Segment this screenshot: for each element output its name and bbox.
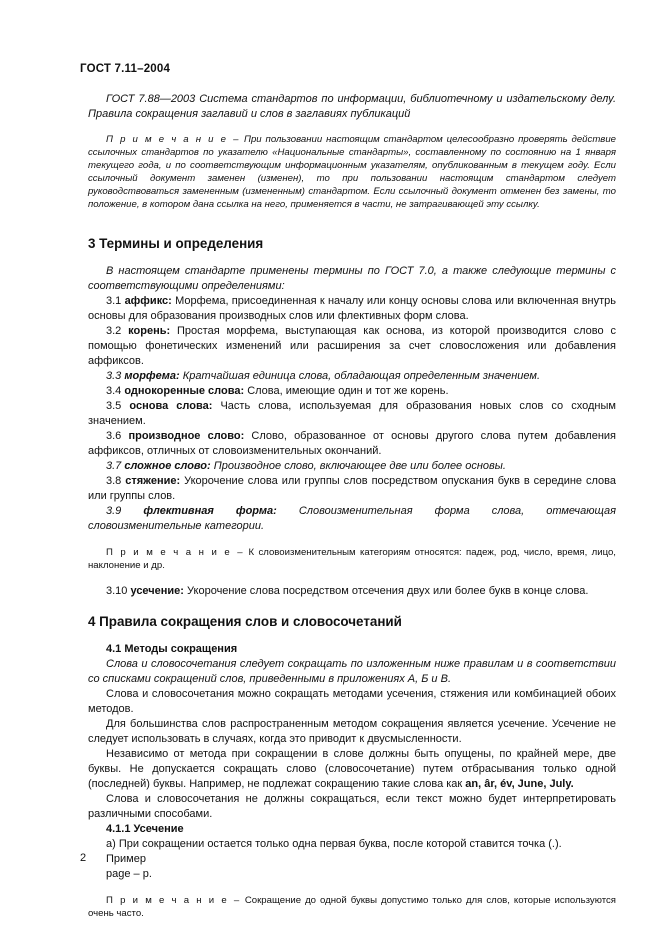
page-number: 2	[80, 852, 87, 864]
term-compound-word	[88, 459, 616, 474]
subsection-4-1-heading: 4.1 Методы сокращения	[106, 643, 238, 655]
section-3-heading: 3 Термины и определения	[88, 236, 264, 251]
note-references	[88, 133, 616, 211]
term-definition: Часть слова, используемая для образования новых слов со сходным значением.	[88, 400, 616, 427]
term-cognate-words	[88, 384, 616, 399]
term-affix	[88, 294, 616, 324]
term-name: сложное слово:	[124, 460, 211, 472]
term-number: 3.1	[106, 295, 125, 307]
term-name: морфема:	[124, 370, 180, 382]
note-label: П р и м е ч а н и е –	[106, 134, 241, 145]
paragraph-text: Независимо от метода при сокращении в слове должны быть опущены, по крайней мере, две буквы. Не допускается сокращать слово (словосочетание) путем отбрасывания только одной (последней) буквы. Например, не подлежат сокращению такие слова как	[88, 748, 616, 790]
section-3-intro: В настоящем стандарте применены термины по ГОСТ 7.0, а также следующие термины с соответствующими определениями:	[88, 265, 616, 292]
term-definition: Кратчайшая единица слова, обладающая определенным значением.	[179, 370, 540, 382]
term-definition: Производное слово, включающее две или более основы.	[210, 460, 506, 472]
term-number: 3.7	[106, 460, 125, 472]
note-text: К словоизменительным категориям относятся: падеж, род, число, время, лицо, наклонение и др.	[88, 547, 616, 571]
term-number: 3.3	[106, 370, 125, 382]
term-number: 3.10	[106, 585, 131, 597]
paragraph-4-1-truncation: Для большинства слов распространенным методом сокращения является усечение. Усечение не следует использовать в случаях, когда это приводит к двусмысленности.	[88, 718, 616, 745]
term-number: 3.8	[106, 475, 126, 487]
term-definition: Морфема, присоединенная к началу или концу основы слова или включенная внутрь основы для образования производных слов или флективных форм слова.	[88, 295, 616, 322]
note-text: Сокращение до одной буквы допустимо только для слов, которые используются очень часто.	[88, 895, 616, 919]
term-derived-word	[88, 429, 616, 459]
term-number: 3.4	[106, 385, 125, 397]
subsection-4-1-1-heading: 4.1.1 Усечение	[106, 823, 184, 835]
term-number: 3.2	[106, 325, 129, 337]
term-name: однокоренные слова:	[124, 385, 245, 397]
term-name: производное слово:	[128, 430, 245, 442]
document-header: ГОСТ 7.11–2004	[80, 63, 171, 75]
term-name: корень:	[128, 325, 171, 337]
paragraph-4-1-two-letters	[88, 747, 616, 792]
term-number: 3.5	[106, 400, 130, 412]
term-definition: Словоизменительная форма слова, отмечающая словоизменительные категории.	[88, 505, 616, 532]
term-definition: Слова, имеющие один и тот же корень.	[244, 385, 449, 397]
note-label: П р и м е ч а н и е –	[106, 895, 241, 906]
term-truncation	[88, 584, 616, 599]
term-number: 3.9	[106, 505, 144, 517]
term-name: стяжение:	[125, 475, 181, 487]
term-name: флективная форма:	[143, 505, 277, 517]
page-content	[88, 92, 616, 920]
term-morpheme	[88, 369, 616, 384]
note-text: При пользовании настоящим стандартом целесообразно проверять действие ссылочных стандартов по указателю «Национальные стандарты», составленному по состоянию на 1 января текущего года, и по соответствующим информационным указателям, опубликованным в текущем году. Если ссылочный документ заменен (изменен), то при пользовании настоящим стандартом следует руководствоваться замененным (измененным) стандартом. Если ссылочный документ отменен без замены, то положение, в котором дана ссылка на него, применяется в части, не затрагивающей эту ссылку.	[88, 134, 616, 210]
list-item-a: а) При сокращении остается только одна первая буква, после которой ставится точка (.).	[106, 838, 562, 850]
example-label: Пример	[106, 853, 146, 865]
paragraph-4-1-methods: Слова и словосочетания можно сокращать методами усечения, стяжения или комбинацией обоих методов.	[88, 688, 616, 715]
term-definition: Укорочение слова посредством отсечения двух или более букв в конце слова.	[183, 585, 589, 597]
note-label: П р и м е ч а н и е –	[106, 547, 245, 558]
term-name: аффикс:	[124, 295, 172, 307]
term-contraction	[88, 474, 616, 504]
example-words: an, âr, év, June, July.	[465, 778, 574, 790]
paragraph-4-1-lists: Слова и словосочетания следует сокращать по изложенным ниже правилам и в соответствии со списками сокращений слов, приведенными в приложениях А, Б и В.	[88, 658, 616, 685]
note-single-letter	[88, 894, 616, 920]
section-4-heading: 4 Правила сокращения слов и словосочетаний	[88, 614, 402, 629]
term-word-stem	[88, 399, 616, 429]
normative-reference: ГОСТ 7.88—2003 Система стандартов по информации, библиотечному и издательскому делу. Правила сокращения заглавий и слов в заглавиях публикаций	[88, 93, 616, 120]
term-inflected-form	[88, 504, 616, 534]
term-name: основа слова:	[129, 400, 213, 412]
paragraph-4-1-ambiguity: Слова и словосочетания не должны сокращаться, если текст можно будет интерпретировать различными способами.	[88, 793, 616, 820]
term-definition: Простая морфема, выступающая как основа, из которой производится слово с помощью фонетических изменений или расширения за счет словосложения или добавления аффиксов.	[88, 325, 616, 367]
example-text: page – p.	[106, 868, 152, 880]
term-definition: Укорочение слова или группы слов посредством опускания букв в середине слова или группы слов.	[88, 475, 616, 502]
term-root	[88, 324, 616, 369]
note-inflection-categories	[88, 546, 616, 572]
term-definition: Слово, образованное от основы другого слова путем добавления аффиксов, отличных от словоизменительных окончаний.	[88, 430, 616, 457]
term-name: усечение:	[130, 585, 184, 597]
term-number: 3.6	[106, 430, 129, 442]
